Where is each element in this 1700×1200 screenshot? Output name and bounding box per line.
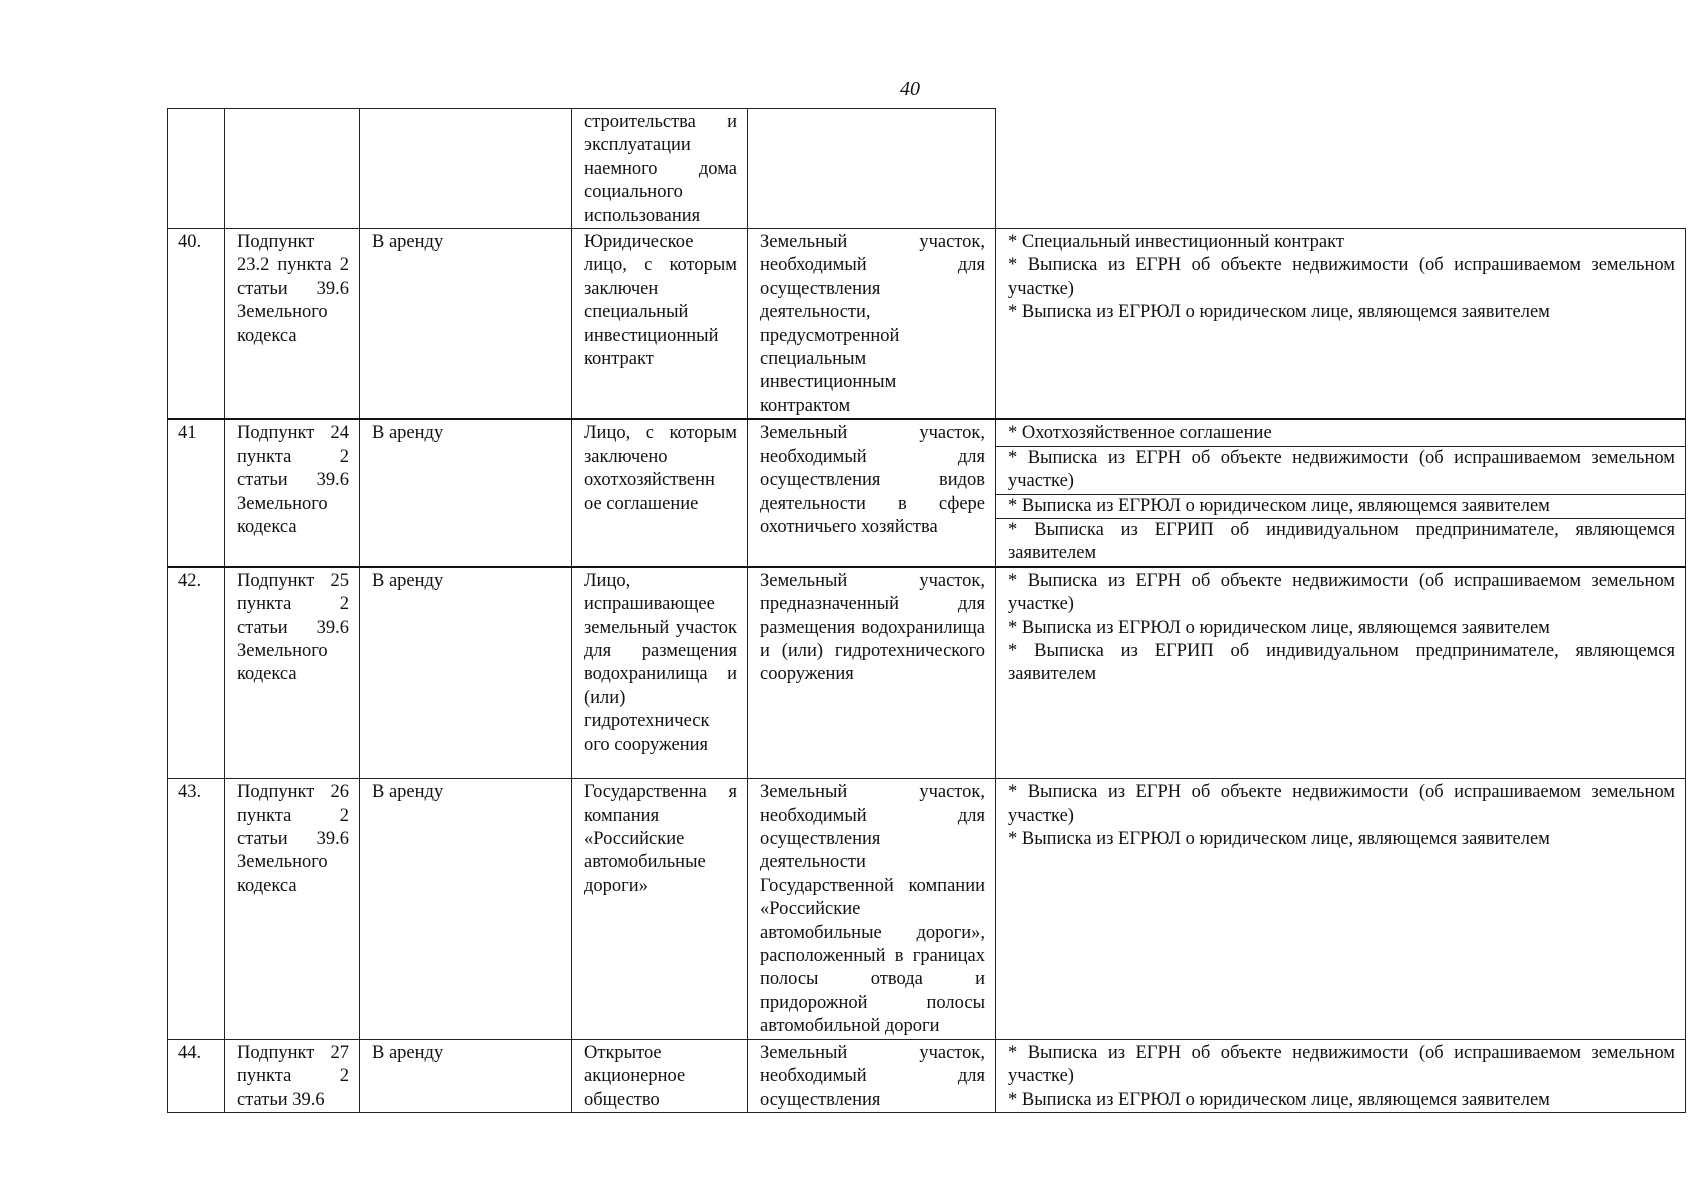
cell-basis [225,109,360,229]
document-item: * Выписка из ЕГРЮЛ о юридическом лице, являющемся заявителем [996,495,1685,519]
plot-description: Земельный участок, необходимый для осуществления деятельности, предусмотренной специальным инвестиционным контрактом [748,229,996,420]
applicant: Лицо, с которым заключено охотхозяйственн ое соглашение [572,419,748,566]
document-item: * Выписка из ЕГРИП об индивидуальном предпринимателе, являющемся заявителем [1008,519,1675,564]
legal-basis: Подпункт 26 пункта 2 статьи 39.6 Земельного кодекса [225,779,360,1039]
row-number: 43. [168,779,225,1039]
plot-description: Земельный участок, необходимый для осуществления [748,1039,996,1112]
table-row-continuation [168,109,1686,229]
table-row [168,419,1686,566]
document-item: * Выписка из ЕГРИП об индивидуальном предпринимателе, являющемся заявителем [1008,640,1675,685]
required-documents [996,229,1686,420]
required-documents [996,567,1686,779]
legal-basis: Подпункт 25 пункта 2 статьи 39.6 Земельного кодекса [225,567,360,779]
cell-docs [996,109,1686,229]
cell-num [168,109,225,229]
cell-type [360,109,572,229]
cell-applicant: строительства и эксплуатации наемного дома социального использования [572,109,748,229]
legal-basis: Подпункт 24 пункта 2 статьи 39.6 Земельного кодекса [225,419,360,566]
applicant: Юридическое лицо, с которым заключен специальный инвестиционный контракт [572,229,748,420]
table-row [168,229,1686,420]
grant-type: В аренду [360,229,572,420]
document-item: * Выписка из ЕГРЮЛ о юридическом лице, являющемся заявителем [1008,829,1550,850]
required-documents [996,419,1686,566]
applicant: Открытое акционерное общество [572,1039,748,1112]
document-item: * Выписка из ЕГРН об объекте недвижимости (об испрашиваемом земельном участке) [1008,570,1675,615]
land-plot-documents-table [167,108,1686,1113]
document-item: * Выписка из ЕГРН об объекте недвижимости (об испрашиваемом земельном участке) [1008,255,1675,299]
legal-basis: Подпункт 27 пункта 2 статьи 39.6 [225,1039,360,1112]
document-item: * Выписка из ЕГРН об объекте недвижимости (об испрашиваемом земельном участке) [1008,782,1675,826]
applicant: Государственна я компания «Российские автомобильные дороги» [572,779,748,1039]
required-documents [996,1039,1686,1112]
plot-description: Земельный участок, необходимый для осуществления видов деятельности в сфере охотничьего хозяйства [748,419,996,566]
cell-plot [748,109,996,229]
required-documents [996,779,1686,1039]
document-item: * Специальный инвестиционный контракт [1008,232,1344,253]
row-number: 41 [168,419,225,566]
grant-type: В аренду [360,567,572,779]
row-number: 44. [168,1039,225,1112]
document-item: * Охотхозяйственное соглашение [996,422,1685,446]
row-number: 40. [168,229,225,420]
applicant: Лицо, испрашивающее земельный участок для размещения водохранилища и (или) гидротехническ ого сооружения [572,567,748,779]
table-row [168,1039,1686,1112]
document-item: * Выписка из ЕГРЮЛ о юридическом лице, являющемся заявителем [1008,1089,1550,1110]
legal-basis: Подпункт 23.2 пункта 2 статьи 39.6 Земельного кодекса [225,229,360,420]
document-item: * Выписка из ЕГРН об объекте недвижимости (об испрашиваемом земельном участке) [996,447,1685,495]
document-item: * Выписка из ЕГРН об объекте недвижимости (об испрашиваемом земельном участке) [1008,1042,1675,1087]
document-item: * Выписка из ЕГРЮЛ о юридическом лице, являющемся заявителем [1008,302,1550,323]
plot-description: Земельный участок, необходимый для осуществления деятельности Государственной компании «Российские автомобильные дороги», расположенный в границах полосы отвода и придорожной полосы автомобильной дороги [748,779,996,1039]
page-number: 40 [900,78,920,100]
table-row [168,779,1686,1039]
grant-type: В аренду [360,419,572,566]
plot-description: Земельный участок, предназначенный для размещения водохранилища и (или) гидротехнического сооружения [748,567,996,779]
document-item: * Выписка из ЕГРЮЛ о юридическом лице, являющемся заявителем [1008,617,1550,638]
grant-type: В аренду [360,1039,572,1112]
row-number: 42. [168,567,225,779]
grant-type: В аренду [360,779,572,1039]
table-row [168,567,1686,779]
